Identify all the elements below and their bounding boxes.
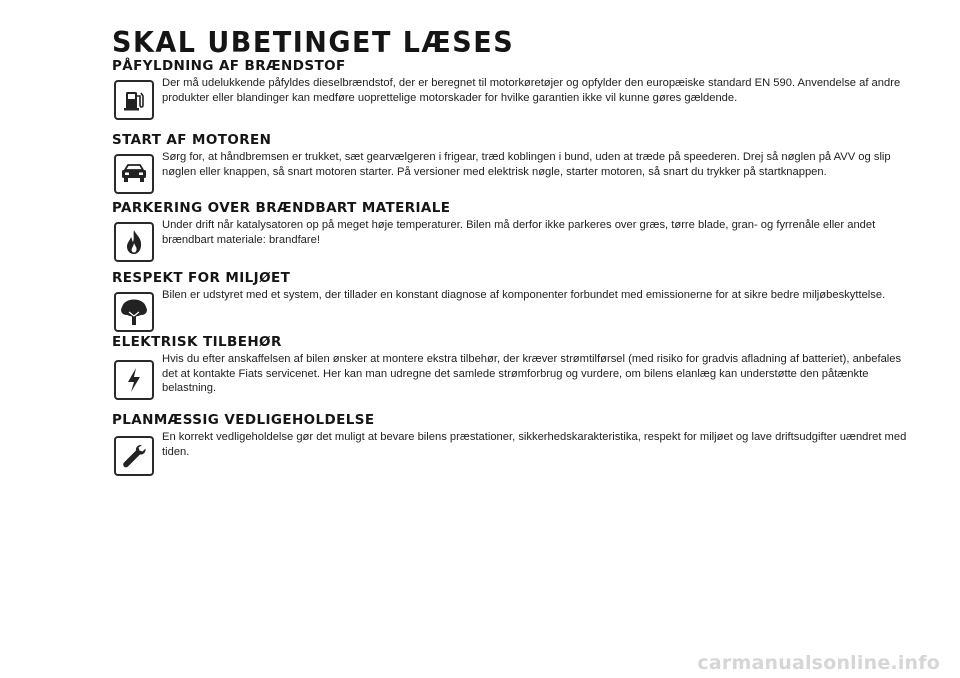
section-body-start-engine	[112, 148, 912, 192]
section-text-maintenance: En korrekt vedligeholdelse gør det muligt at bevare bilens præstationer, sikkerhedskarakteristika, respekt for miljøet og lave driftsudgifter uændret med tiden.	[162, 431, 907, 458]
wrench-icon	[114, 436, 154, 476]
section-environment	[112, 270, 912, 334]
section-body-environment	[112, 286, 912, 334]
car-icon	[114, 154, 154, 194]
section-body-fuel	[112, 74, 912, 122]
section-text-environment: Bilen er udstyret med et system, der tillader en konstant diagnose af komponenter forbundet med emissionerne for at sikre bedre miljøbeskyttelse.	[162, 289, 886, 301]
section-heading-start-engine: START AF MOTOREN	[112, 132, 272, 148]
section-heading-fuel: PÅFYLDNING AF BRÆNDSTOF	[112, 58, 346, 74]
section-body-maintenance	[112, 428, 912, 476]
section-text-electrical: Hvis du efter anskaffelsen af bilen ønsker at montere ekstra tilbehør, der kræver strømtilførsel (med risiko for gradvis afladning af batteriet), anbefales det at kontakte Fiats servicenet. Her kan man udregne det samlede strømforbrug og vurdere, om bilens elanlæg kan understøtte den påtænkte belastning.	[162, 353, 902, 394]
section-body-electrical	[112, 350, 912, 402]
section-start-engine	[112, 132, 912, 192]
section-heading-environment: RESPEKT FOR MILJØET	[112, 270, 291, 286]
section-heading-maintenance: PLANMÆSSIG VEDLIGEHOLDELSE	[112, 412, 375, 428]
site-watermark: carmanualsonline.info	[697, 652, 940, 674]
fuel-pump-icon	[114, 80, 154, 120]
section-electrical	[112, 334, 912, 402]
tree-icon	[114, 292, 154, 332]
section-body-parking	[112, 216, 912, 260]
section-maintenance	[112, 412, 912, 476]
section-text-parking: Under drift når katalysatoren op på meget høje temperaturer. Bilen må derfor ikke parkeres over græs, tørre blade, gran- og fyrrenåle eller andet brændbart materiale: brandfare!	[162, 219, 876, 246]
section-fuel	[112, 58, 912, 122]
page-title: SKAL UBETINGET LÆSES	[112, 26, 515, 60]
section-heading-parking: PARKERING OVER BRÆNDBART MATERIALE	[112, 200, 451, 216]
section-text-start-engine: Sørg for, at håndbremsen er trukket, sæt gearvælgeren i frigear, træd koblingen i bund, uden at træde på speederen. Drej så nøglen på AVV og slip nøglen eller knappen, så snart motoren starter. På versioner med elektrisk nøgle, starter motoren, så snart du trykker på startknappen.	[162, 151, 891, 178]
section-heading-electrical: ELEKTRISK TILBEHØR	[112, 334, 282, 350]
section-parking	[112, 200, 912, 260]
flame-icon	[114, 222, 154, 262]
section-text-fuel: Der må udelukkende påfyldes dieselbrændstof, der er beregnet til motorkøretøjer og opfylder den europæiske standard EN 590. Anvendelse af andre produkter eller blandinger kan medføre uoprettelige motorskader for hvilke garantien ikke vil kunne gøres gældende.	[162, 77, 901, 104]
manual-page	[112, 28, 912, 476]
lightning-icon	[114, 360, 154, 400]
